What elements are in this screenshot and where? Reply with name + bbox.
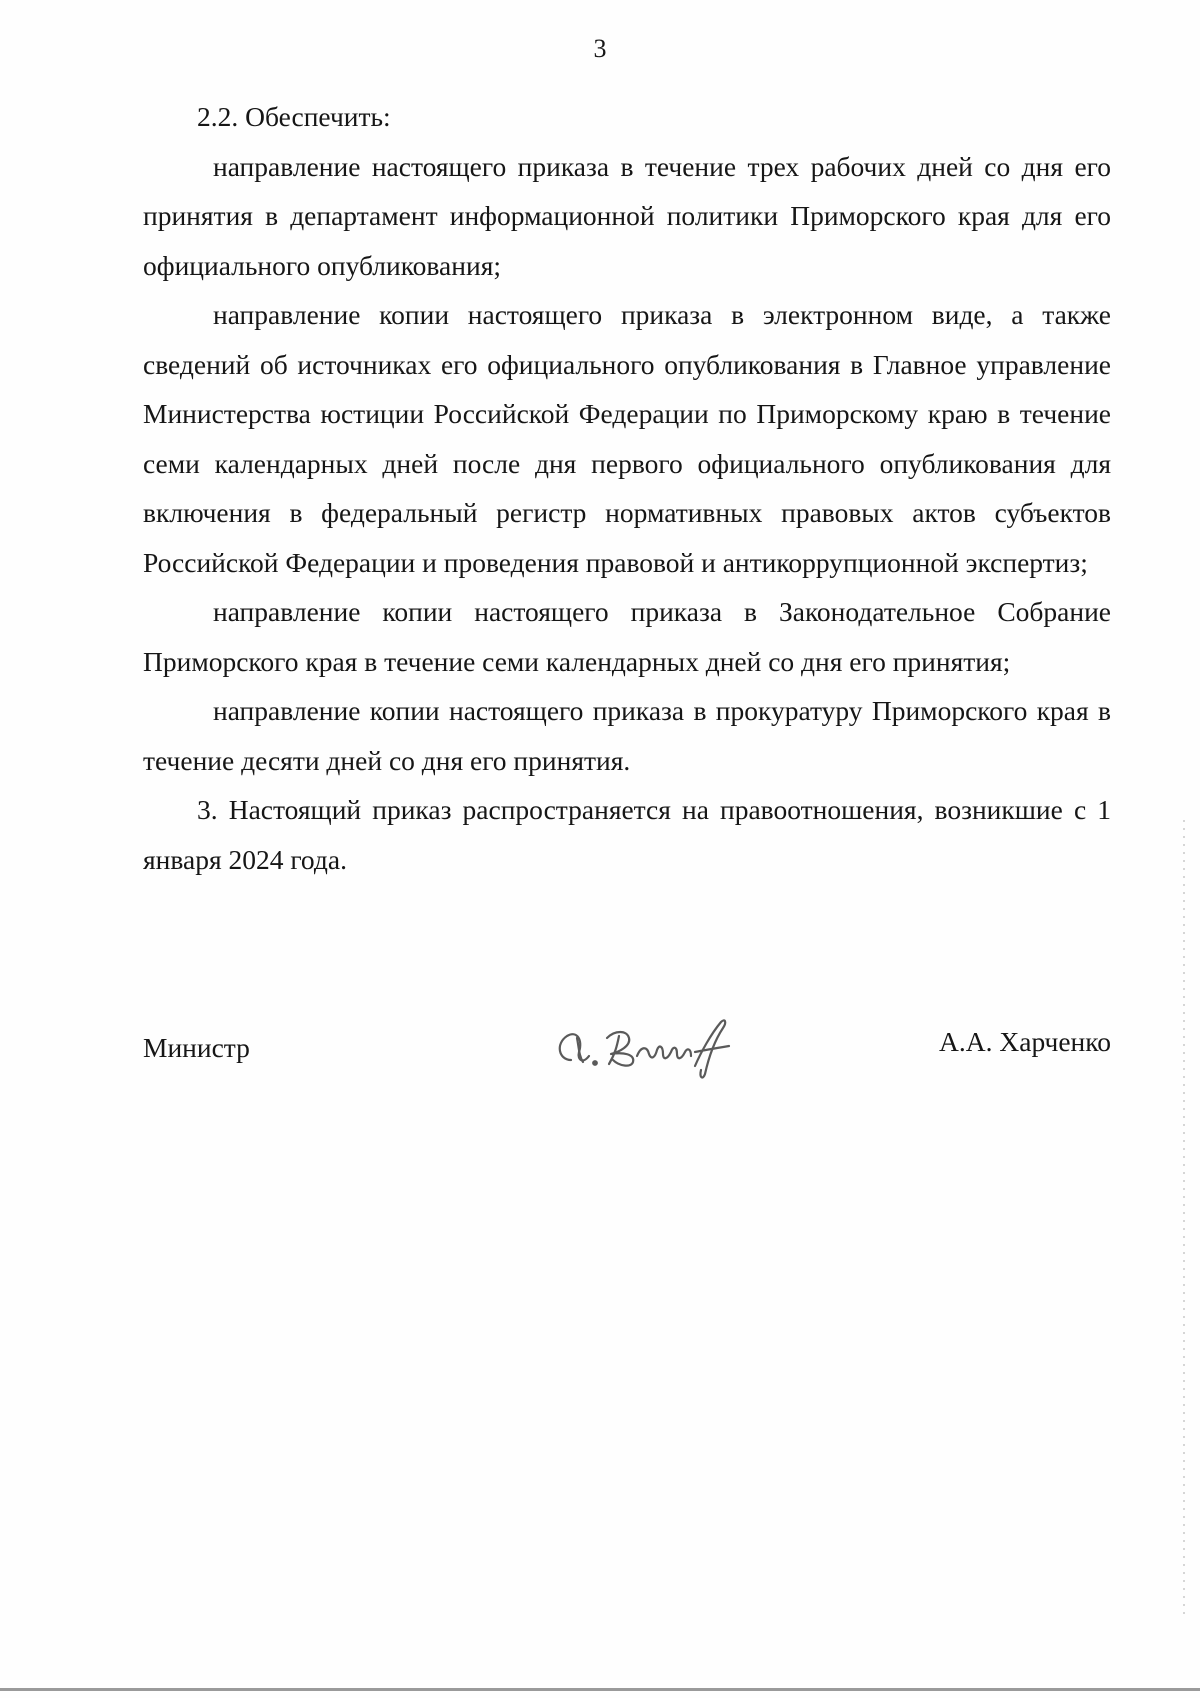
- paragraph-2-2-heading: 2.2. Обеспечить:: [197, 101, 391, 132]
- scan-edge-artifact: [1183, 820, 1185, 1620]
- paragraph-send-to-justice-ministry: направление копии настоящего приказа в электронном виде, а также сведений об источниках его официального опубликования в Главное управление Министерства юстиции Российской Федерации по Приморскому краю в течение семи календарных дней после дня первого официального опубликования для включения в федеральный регистр нормативных правовых актов субъектов Российской Федерации и проведения правовой и антикоррупционной экспертиз;: [143, 299, 1111, 578]
- paragraph-send-to-prosecutor: направление копии настоящего приказа в прокуратуру Приморского края в течение десяти дней со дня его принятия.: [143, 695, 1111, 776]
- paragraph-send-to-legislative-assembly: направление копии настоящего приказа в Законодательное Собрание Приморского края в течение семи календарных дней со дня его принятия;: [143, 596, 1111, 677]
- scan-bottom-edge: [0, 1688, 1200, 1691]
- signatory-name: А.А. Харченко: [939, 1026, 1111, 1057]
- page-number: 3: [593, 34, 607, 63]
- handwritten-signature: [549, 1008, 749, 1082]
- document-body: [143, 92, 1111, 884]
- paragraph-send-for-publication: направление настоящего приказа в течение трех рабочих дней со дня его принятия в департамент информационной политики Приморского края для его официального опубликования;: [143, 150, 1111, 281]
- paragraph-3-effective-date: 3. Настоящий приказ распространяется на правоотношения, возникшие с 1 января 2024 года.: [143, 794, 1111, 875]
- signature-block: [143, 1018, 1111, 1098]
- signatory-title: Министр: [143, 1032, 250, 1063]
